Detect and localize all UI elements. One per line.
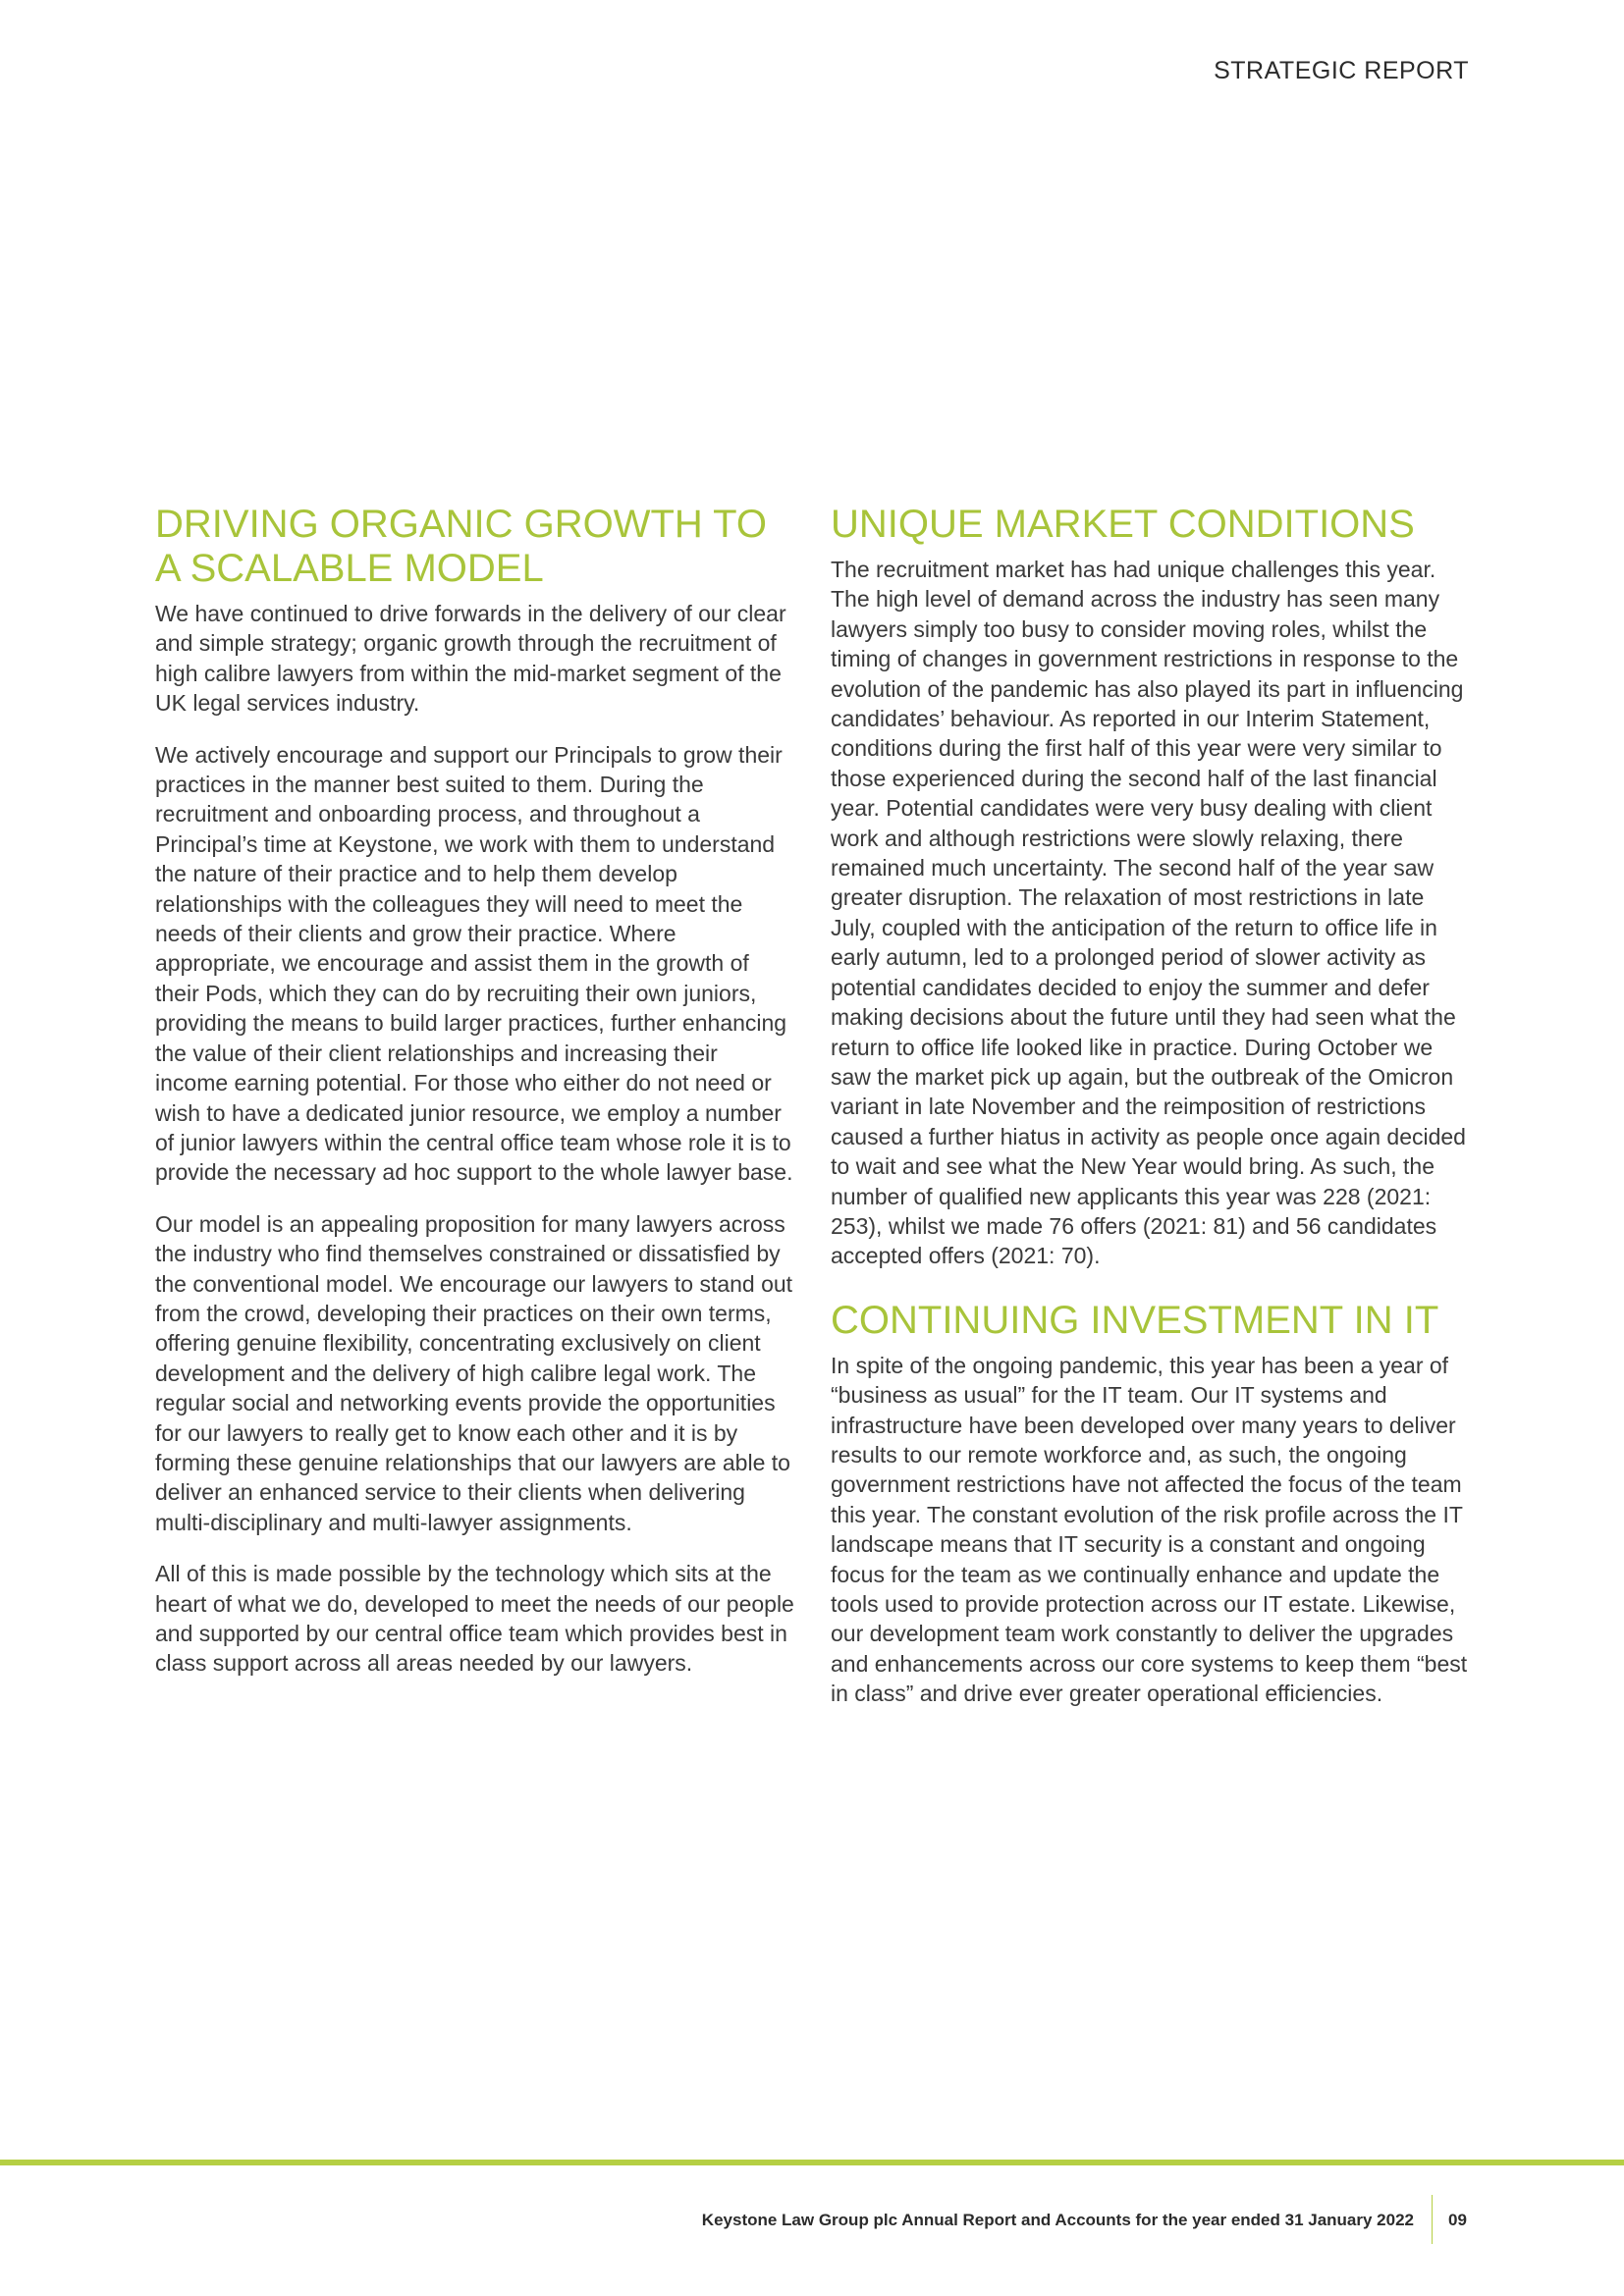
heading-market-conditions: UNIQUE MARKET CONDITIONS (831, 503, 1415, 546)
paragraph: We actively encourage and support our Principals to grow their practices in the manner best suited to them. During the recruitment and onboarding process, and throughout a Principal’s time at Keystone, we work with them to understand the nature of their practice and to help them develop relationships with the colleagues they will need to meet the needs of their clients and grow their practice. Where appropriate, we encourage and assist them in the growth of their Pods, which they can do by recruiting their own juniors, providing the means to build larger practices, further enhancing the value of their client relationships and increasing their income earning potential. For those who either do not need or wish to have a dedicated junior resource, we employ a number of junior lawyers within the central office team whose role it is to provide the necessary ad hoc support to the whole lawyer base. (155, 741, 793, 1186)
paragraph: We have continued to drive forwards in the delivery of our clear and simple strategy; organic growth through the recruitment of high calibre lawyers from within the mid-market segment of the UK legal services industry. (155, 601, 786, 717)
heading-investment-it: CONTINUING INVESTMENT IN IT (831, 1298, 1439, 1342)
paragraph: In spite of the ongoing pandemic, this year has been a year of “business as usual” for the IT team. Our IT systems and infrastructure have been developed over many years to deliver results to our remote workforce and, as such, the ongoing government restrictions have not affected the focus of the team this year. The constant evolution of the risk profile across the IT landscape means that IT security is a constant and ongoing focus for the team as we continually enhance and update the tools used to provide protection across our IT estate. Likewise, our development team work constantly to deliver the upgrades and enhancements across our core systems to keep them “best in class” and drive ever greater operational efficiencies. (831, 1352, 1468, 1707)
page-number: 09 (1448, 2211, 1467, 2229)
footer-rule (0, 2160, 1624, 2165)
left-column (155, 503, 795, 1700)
heading-organic-growth: DRIVING ORGANIC GROWTH TO A SCALABLE MODEL (155, 503, 767, 590)
paragraph: All of this is made possible by the technology which sits at the heart of what we do, developed to meet the needs of our people and supported by our central office team which provides best in class support across all areas needed by our lawyers. (155, 1561, 794, 1677)
paragraph: The recruitment market has had unique challenges this year. The high level of demand across the industry has seen many lawyers simply too busy to consider moving roles, whilst the timing of changes in government restrictions in response to the evolution of the pandemic has also played its part in influencing candidates’ behaviour. As reported in our Interim Statement, conditions during the first half of this year were very similar to those experienced during the second half of the last financial year. Potential candidates were very busy dealing with client work and although restrictions were slowly relaxing, there remained much uncertainty. The second half of the year saw greater disruption. The relaxation of most restrictions in late July, coupled with the anticipation of the return to office life in early autumn, led to a prolonged period of slower activity as potential candidates decided to enjoy the summer and defer making decisions about the future until they had seen what the return to office life looked like in practice. During October we saw the market pick up again, but the outbreak of the Omicron variant in late November and the reimposition of restrictions caused a further hiatus in activity as people once again decided to wait and see what the New Year would bring. As such, the number of qualified new applicants this year was 228 (2021: 253), whilst we made 76 offers (2021: 81) and 56 candidates accepted offers (2021: 70). (831, 557, 1466, 1269)
paragraph: Our model is an appealing proposition for many lawyers across the industry who find themselves constrained or dissatisfied by the conventional model. We encourage our lawyers to stand out from the crowd, developing their practices on their own terms, offering genuine flexibility, concentrating exclusively on client development and the delivery of high calibre legal work. The regular social and networking events provide the opportunities for our lawyers to really get to know each other and it is by forming these genuine relationships that our lawyers are able to deliver an enhanced service to their clients when delivering multi-disciplinary and multi-lawyer assignments. (155, 1210, 793, 1535)
right-column (831, 503, 1473, 1731)
section-label: STRATEGIC REPORT (1214, 57, 1469, 84)
footer-text: Keystone Law Group plc Annual Report and Accounts for the year ended 31 January 2022 (701, 2211, 1414, 2229)
footer-divider (1432, 2195, 1433, 2244)
